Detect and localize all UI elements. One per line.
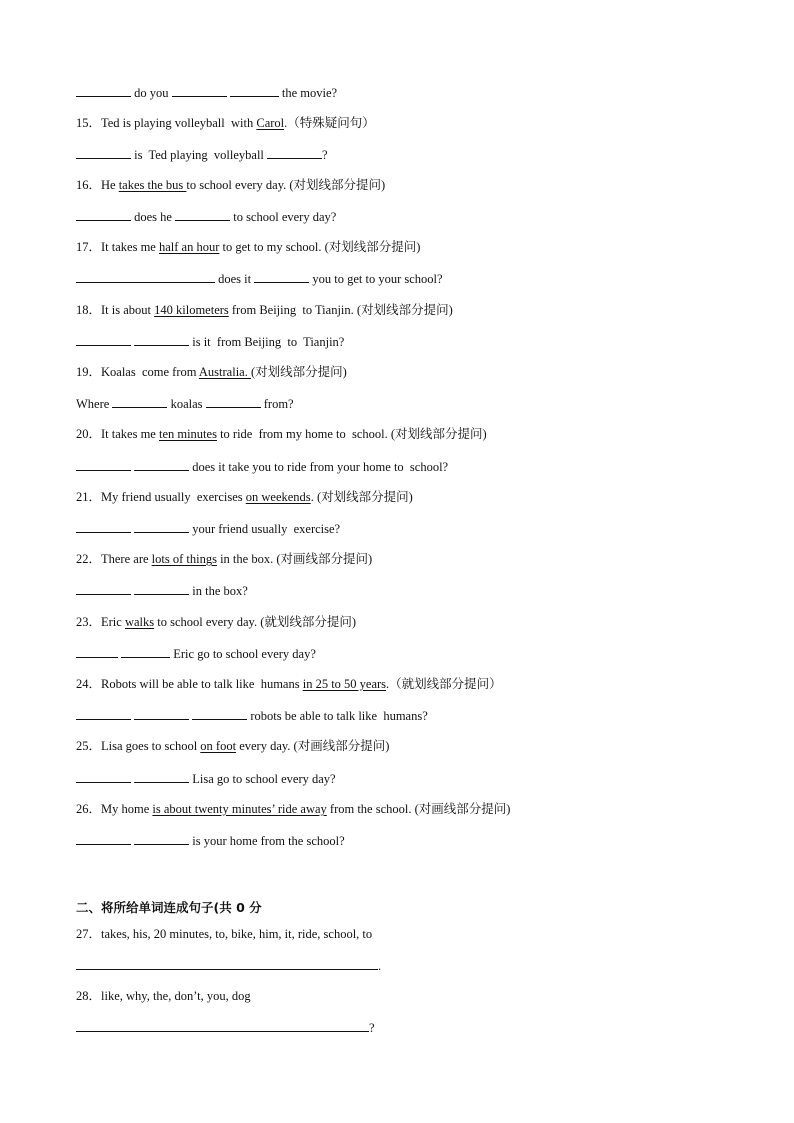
q14-answer-line [76,84,337,101]
answer-text: do you [131,86,172,100]
underlined-part: ten minutes [158,427,217,441]
question-text: to ride from my home to school. (对划线部分提问) [216,427,487,441]
answer-text: does he [131,210,176,224]
question-text: . (对划线部分提问) [310,490,413,504]
question-text: to school every day. (对划线部分提问) [186,178,386,192]
underlined-part: 140 kilometers [154,303,229,317]
underlined-part: takes the bus [118,178,187,192]
answer-blank[interactable] [76,582,131,595]
answer-blank[interactable] [76,458,131,471]
answer-blank[interactable] [76,333,131,346]
question-text: from the school. (对画线部分提问) [326,802,511,816]
answer-text: the movie? [278,86,338,100]
question-text: 24．Robots will be able to talk like humans [76,677,303,691]
answer-blank[interactable] [172,84,227,97]
answer-text: Where [76,397,113,411]
question-20 [76,426,487,442]
underlined-part: is about twenty minutes’ ride away [152,802,327,816]
question-23 [76,614,356,630]
answer-text: is Ted playing volleyball [131,148,268,162]
q15-answer-line [76,146,328,163]
question-17 [76,239,420,255]
question-text: 18．It is about [76,303,155,317]
question-18 [76,302,453,318]
question-text: 21．My friend usually exercises [76,490,246,504]
q28-answer-line [76,1019,375,1036]
answer-blank[interactable] [76,645,118,658]
question-21 [76,489,413,505]
answer-text: to school every day? [230,210,337,224]
question-27: 27．takes, his, 20 minutes, to, bike, him, it, ride, school, to [76,927,373,941]
question-28: 28．like, why, the, don’t, you, dog [76,989,251,1003]
q21-answer-line [76,520,340,537]
underlined-part: on foot [200,739,237,753]
answer-blank[interactable] [134,582,189,595]
answer-text: you to get to your school? [309,272,443,286]
answer-blank[interactable] [175,208,230,221]
answer-text: is your home from the school? [189,834,345,848]
q18-answer-line [76,333,344,350]
section-heading: 二、将所给单词连成句子(共 0 分 [76,900,262,915]
question-text: 20．It takes me [76,427,159,441]
answer-blank[interactable] [230,84,279,97]
answer-blank[interactable] [76,832,131,845]
q23-answer-line [76,645,316,662]
answer-blank[interactable] [134,770,189,783]
question-19 [76,364,347,380]
answer-blank[interactable] [76,707,131,720]
question-text: to school every day. (就划线部分提问) [154,615,357,629]
answer-text: Lisa go to school every day? [189,772,336,786]
answer-text: does it take you to ride from your home to school? [189,460,449,474]
answer-blank[interactable] [192,707,247,720]
question-text: 26．My home [76,802,153,816]
answer-blank[interactable] [134,832,189,845]
question-text: to get to my school. (对划线部分提问) [219,240,421,254]
answer-blank[interactable] [254,270,309,283]
answer-text: ? [322,148,328,162]
q25-answer-line [76,770,336,787]
answer-blank[interactable] [134,707,189,720]
question-text: 17．It takes me [76,240,159,254]
q17-answer-line [76,270,443,287]
q22-answer-line [76,582,248,599]
answer-blank[interactable] [206,395,261,408]
underlined-part: lots of things [151,552,217,566]
answer-blank[interactable] [76,520,131,533]
question-16 [76,177,385,193]
answer-text: ? [369,1021,375,1035]
question-text: 22．There are [76,552,152,566]
question-text: .（就划线部分提问） [386,677,502,691]
answer-blank[interactable] [134,458,189,471]
answer-text: does it [215,272,255,286]
answer-blank[interactable] [76,957,378,970]
underlined-part: half an hour [158,240,220,254]
q19-answer-line [76,395,294,412]
answer-blank[interactable] [112,395,167,408]
question-text: every day. (对画线部分提问) [236,739,390,753]
question-text: (对划线部分提问) [250,365,347,379]
question-text: .（特殊疑问句） [284,116,375,130]
question-text: 23．Eric [76,615,125,629]
q20-answer-line [76,458,448,475]
question-15 [76,115,375,131]
underlined-part: walks [124,615,155,629]
answer-blank[interactable] [134,520,189,533]
answer-text: your friend usually exercise? [189,522,341,536]
answer-blank[interactable] [76,1019,369,1032]
answer-blank[interactable] [76,146,131,159]
underlined-part: Carol [256,116,285,130]
underlined-part: Australia. [198,365,251,379]
question-text: 15．Ted is playing volleyball with [76,116,257,130]
question-text: in the box. (对画线部分提问) [216,552,373,566]
question-24 [76,676,502,692]
answer-text: koalas [167,397,206,411]
answer-blank[interactable] [76,770,131,783]
question-text: from Beijing to Tianjin. (对划线部分提问) [228,303,453,317]
answer-blank[interactable] [76,270,215,283]
question-text: 19．Koalas come from [76,365,199,379]
question-25 [76,738,389,754]
answer-blank[interactable] [267,146,322,159]
underlined-part: on weekends [245,490,311,504]
q24-answer-line [76,707,428,724]
answer-text: from? [260,397,294,411]
question-26 [76,801,510,817]
answer-blank[interactable] [121,645,170,658]
answer-blank[interactable] [76,84,131,97]
underlined-part: in 25 to 50 years [302,677,387,691]
answer-text: is it from Beijing to Tianjin? [189,335,345,349]
answer-text: Eric go to school every day? [170,647,316,661]
q27-answer-line [76,957,381,974]
answer-blank[interactable] [134,333,189,346]
question-22 [76,551,372,567]
answer-text: in the box? [189,584,248,598]
answer-blank[interactable] [76,208,131,221]
answer-text: . [378,959,382,973]
question-text: 25．Lisa goes to school [76,739,201,753]
q16-answer-line [76,208,336,225]
question-text: 16．He [76,178,119,192]
answer-text: robots be able to talk like humans? [247,709,428,723]
q26-answer-line [76,832,345,849]
